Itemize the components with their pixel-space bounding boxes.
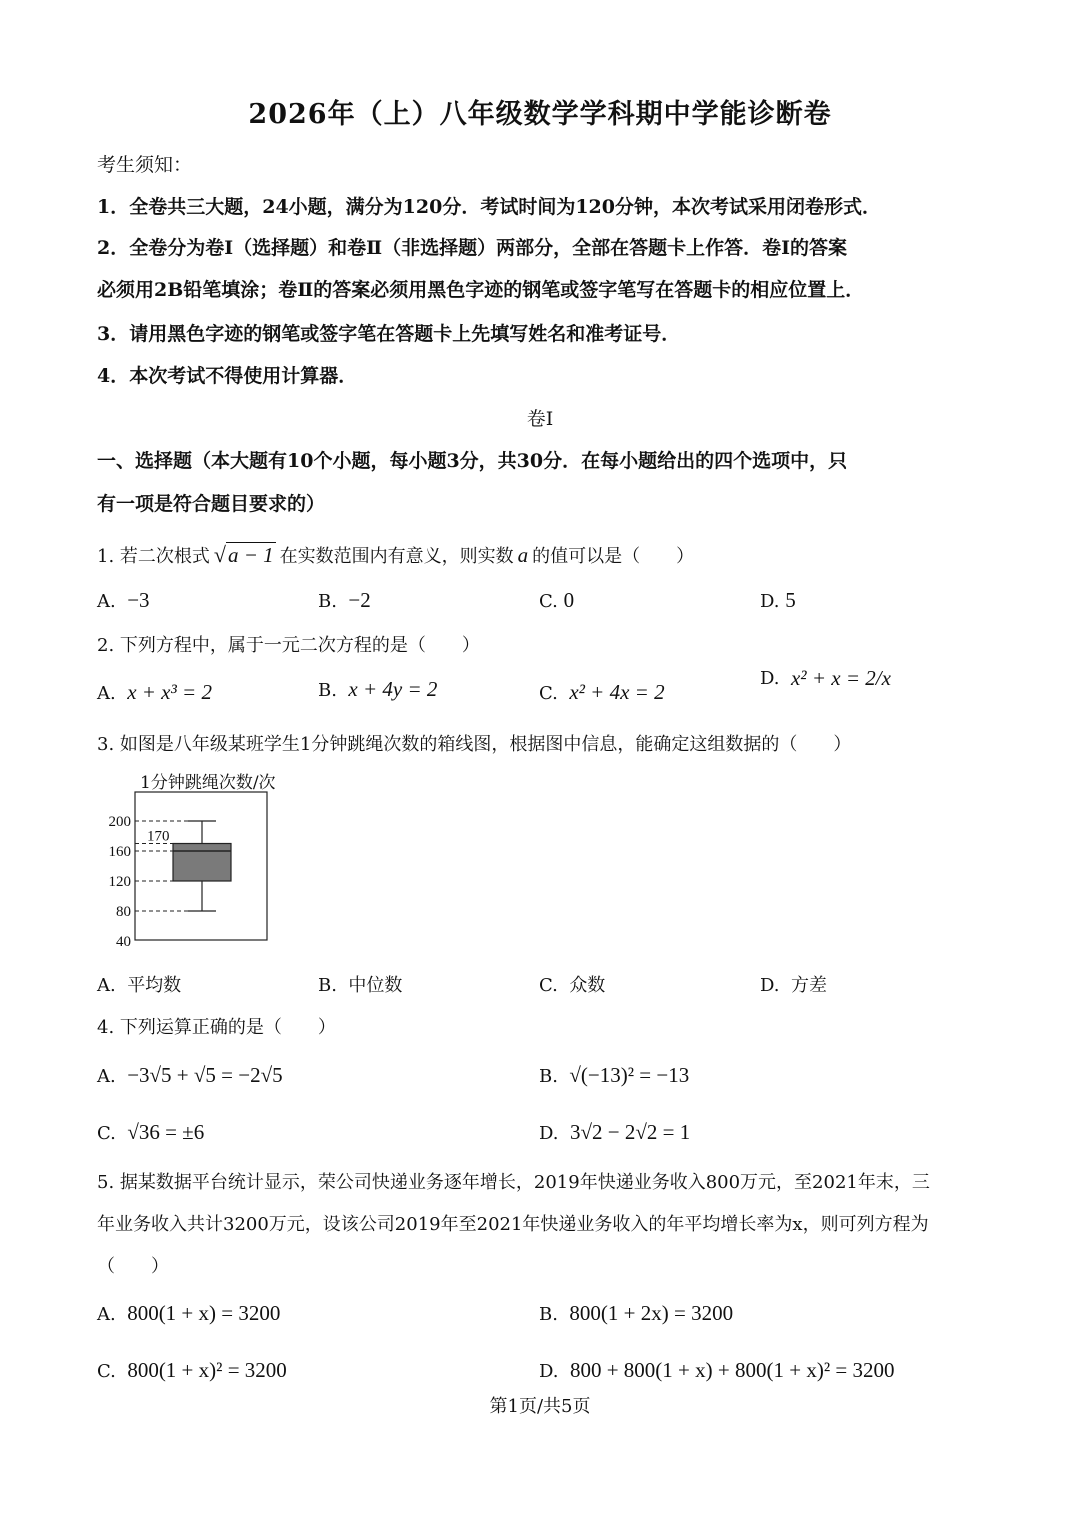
q2-option-c[interactable]: C. x² + 4x = 2 [539,680,665,704]
q2-option-a[interactable]: A. x + x³ = 2 [97,680,212,704]
q4-option-a[interactable]: A. −3√5 + √5 = −2√5 [97,1063,283,1087]
exam-title: 2026年（上）八年级数学学科期中学能诊断卷 [248,99,832,130]
q5-option-d[interactable]: D. 800 + 800(1 + x) + 800(1 + x)² = 3200 [539,1358,895,1382]
notice-item-3: 3．请用黑色字迹的钢笔或签字笔在答题卡上先填写姓名和准考证号． [97,323,681,345]
question-2: 2. 下列方程中，属于一元二次方程的是（ ） [97,635,480,656]
boxplot-tick-120: 120 [108,874,131,890]
q1-var: a [517,543,529,567]
boxplot-tick-160: 160 [108,844,131,860]
boxplot-tick-80: 80 [116,904,131,920]
q4-option-c[interactable]: C. √36 = ±6 [97,1120,205,1144]
q1-middle: 在实数范围内有意义，则实数 [279,546,514,567]
notice-item-1: 1．全卷共三大题，24小题，满分为120分．考试时间为120分钟，本次考试采用闭卷形式． [97,196,881,218]
q1-option-a[interactable]: A. −3 [97,588,150,612]
question-5: 5. 据某数据平台统计显示，荣公司快递业务逐年增长，2019年快递业务收入800万元，至2021年末，三 [97,1172,930,1193]
q1-prefix: 1. 若二次根式 [97,546,210,567]
q2-option-b[interactable]: B. x + 4y = 2 [318,677,438,701]
q5-option-b[interactable]: B. 800(1 + 2x) = 3200 [539,1301,734,1325]
q3-option-b[interactable]: B. 中位数 [318,975,403,996]
notice-heading: 考生须知： [97,154,193,176]
q3-option-d[interactable]: D. 方差 [760,975,827,996]
q5-option-c[interactable]: C. 800(1 + x)² = 3200 [97,1358,287,1382]
q1-radical: √ a − 1 [213,542,274,567]
q1-option-b[interactable]: B. −2 [318,588,371,612]
boxplot-box [173,844,231,882]
q1-option-c[interactable]: C. 0 [539,588,575,612]
boxplot-annotation-170: 170 [147,828,170,845]
notice-item-2-cont: 必须用2B铅笔填涂；卷Ⅱ的答案必须用黑色字迹的钢笔或签字笔写在答题卡的相应位置上． [97,279,865,301]
boxplot-axis-label: 1分钟跳绳次数/次 [140,773,276,793]
section-title: 卷Ⅰ [526,408,554,430]
question-4: 4. 下列运算正确的是（ ） [97,1017,336,1038]
question-1 [97,542,694,568]
question-3: 3. 如图是八年级某班学生1分钟跳绳次数的箱线图，根据图中信息，能确定这组数据的（ ） [97,734,852,755]
boxplot-tick-200: 200 [108,814,131,830]
q4-option-b[interactable]: B. √(−13)² = −13 [539,1063,690,1087]
question-5-cont: 年业务收入共计3200万元，设该公司2019年至2021年快递业务收入的年平均增长率为x，则可列方程为 [97,1214,929,1235]
part-one-heading: 一、选择题（本大题有10个小题，每小题3分，共30分．在每小题给出的四个选项中，只 [97,450,848,472]
boxplot-ticks [109,814,132,950]
q1-suffix: 的值可以是（ ） [532,546,695,567]
question-5-paren: （ ） [97,1256,169,1277]
q2-option-d-expr: x² + x = 2/x [790,666,891,690]
notice-item-4: 4．本次考试不得使用计算器． [97,365,358,387]
q1-radicand: a − 1 [227,543,274,567]
boxplot-tick-40: 40 [116,934,131,950]
boxplot-chart [95,790,275,950]
notice-item-2: 2．全卷分为卷Ⅰ（选择题）和卷Ⅱ（非选择题）两部分，全部在答题卡上作答．卷Ⅰ的答案 [97,237,848,259]
q3-option-c[interactable]: C. 众数 [539,975,606,996]
page-footer: 第1页/共5页 [489,1396,591,1417]
q5-option-a[interactable]: A. 800(1 + x) = 3200 [97,1301,281,1325]
q2-option-d[interactable]: D. x² + x = 2/x [760,666,891,690]
q3-option-a[interactable]: A. 平均数 [97,975,182,996]
q1-option-d[interactable]: D. 5 [760,588,796,612]
q4-option-d[interactable]: D. 3√2 − 2√2 = 1 [539,1120,691,1144]
part-one-heading-cont: 有一项是符合题目要求的） [97,493,326,515]
